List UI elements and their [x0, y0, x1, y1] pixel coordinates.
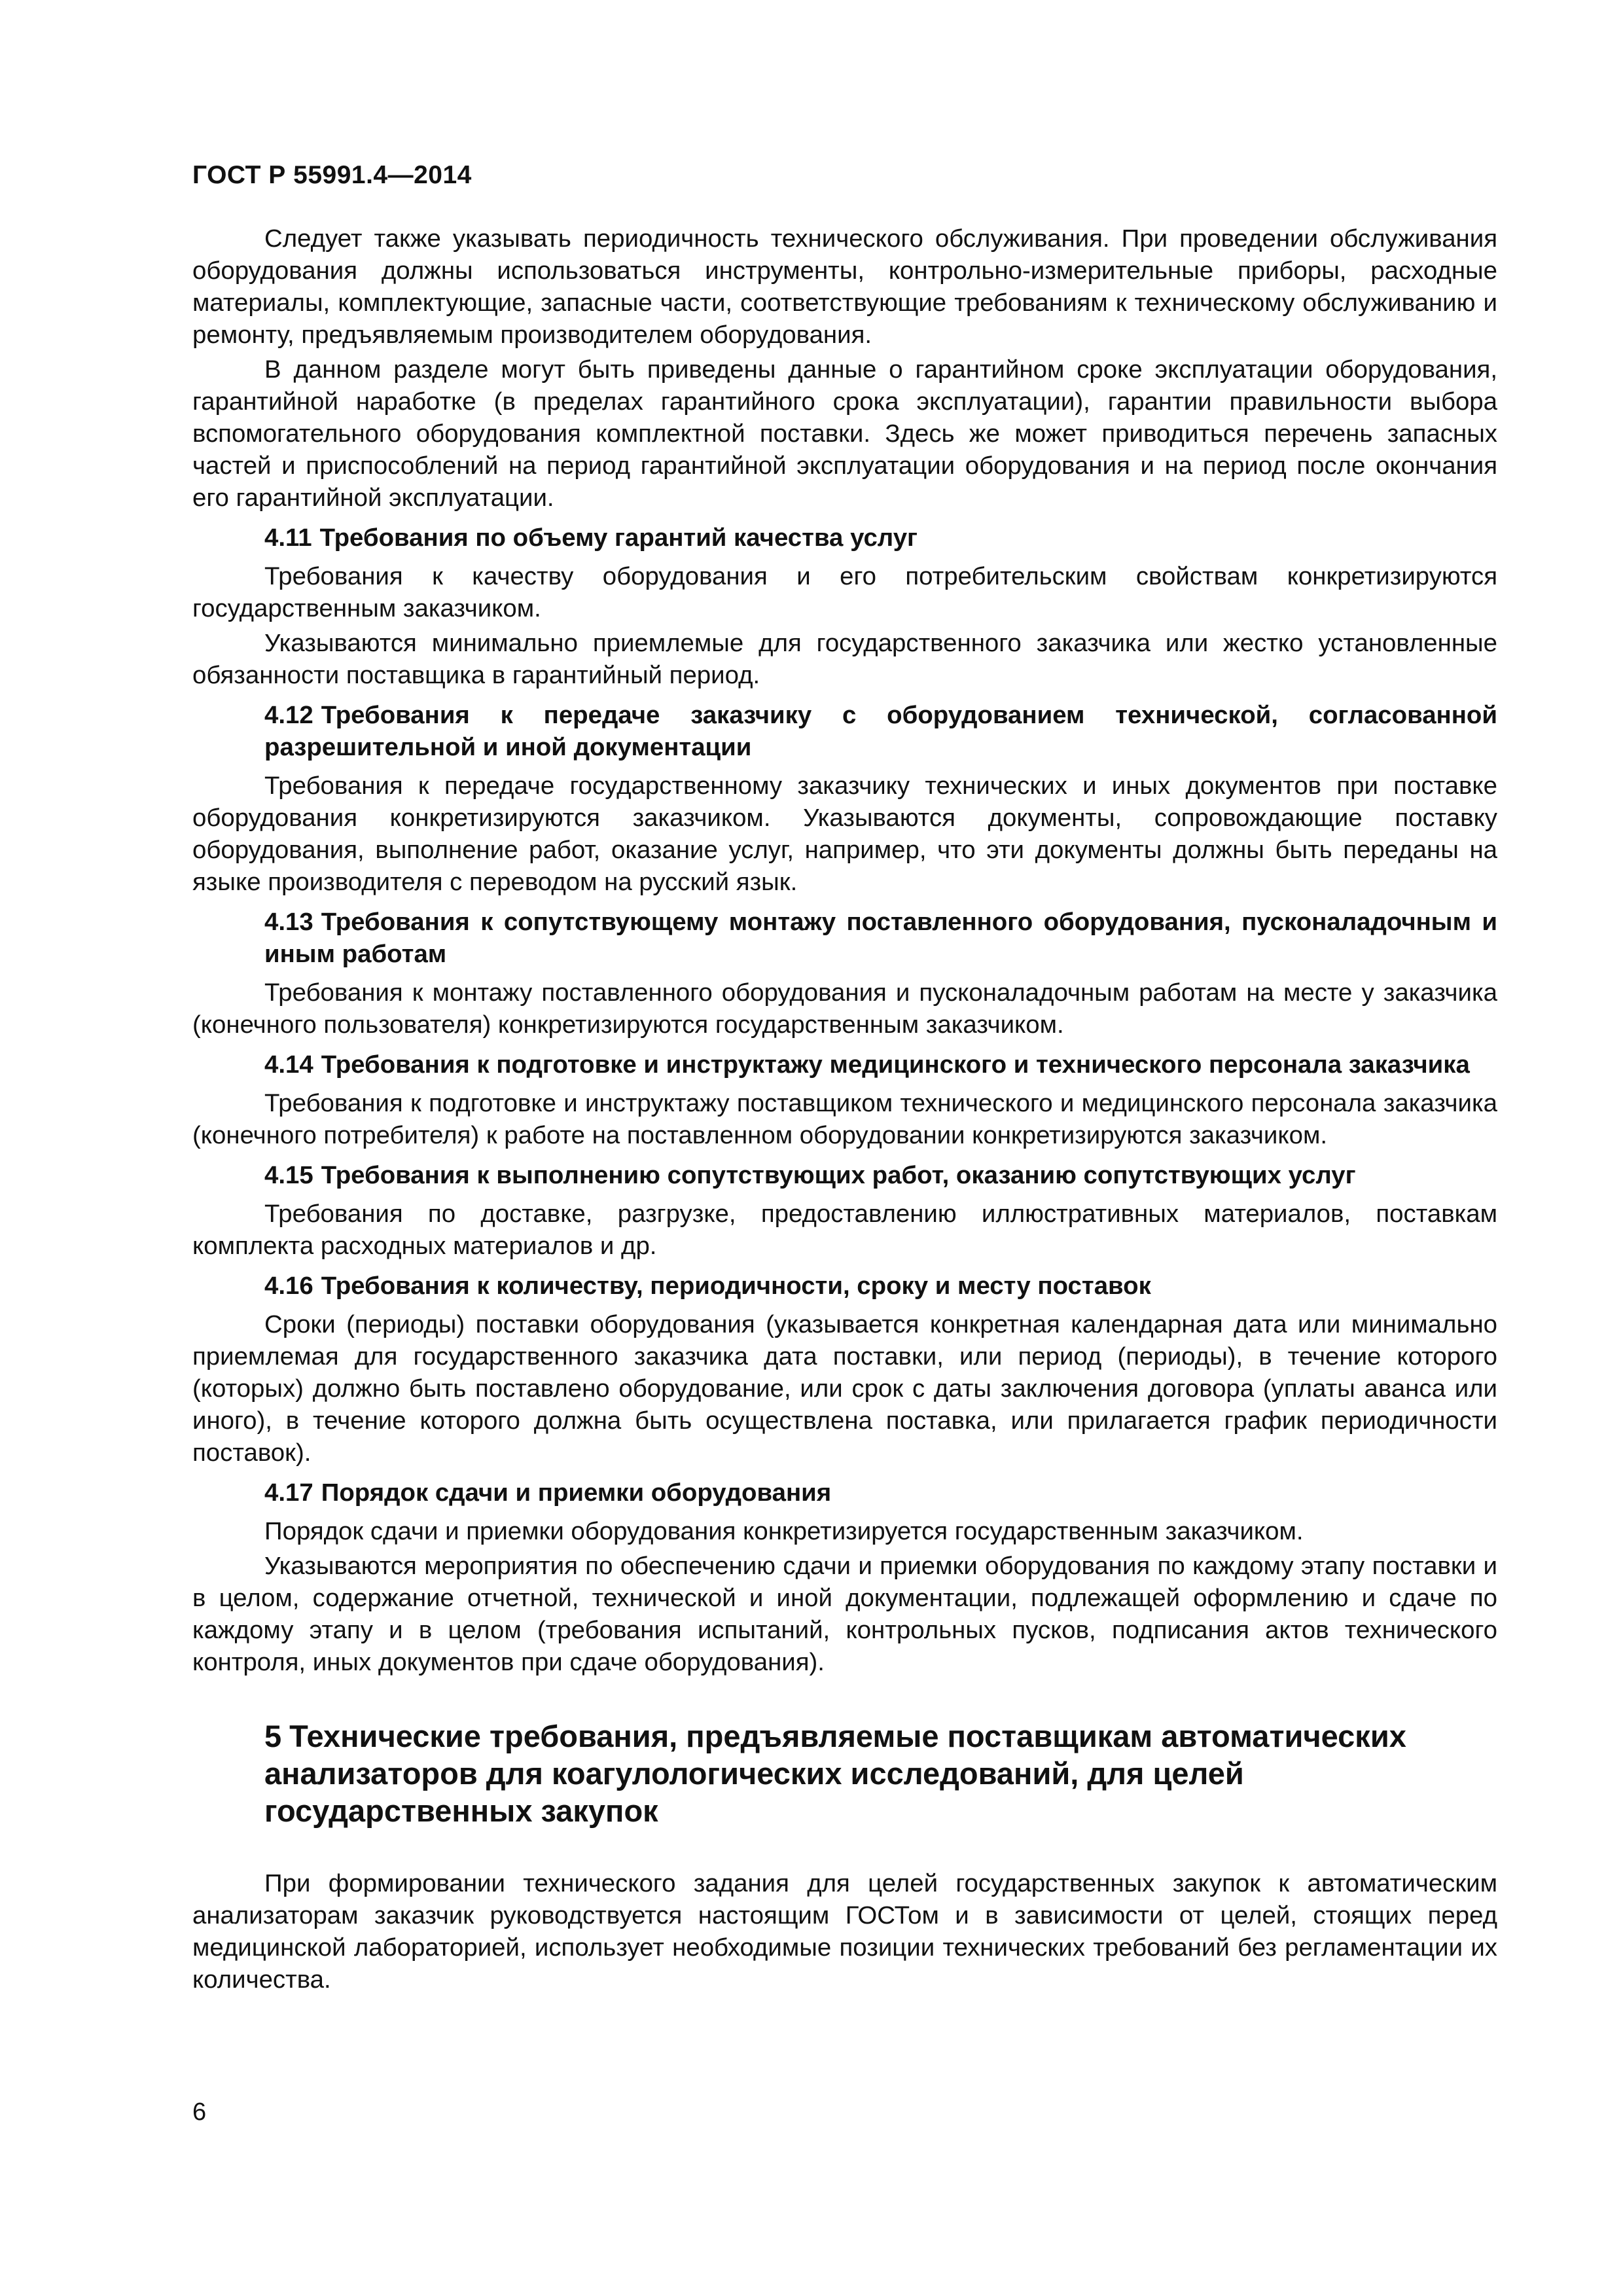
section-4-13-paragraph-1: Требования к монтажу поставленного оборудования и пусконаладочным работам на месте у заказчика (конечного пользователя) конкретизируются государственным заказчиком.	[192, 978, 1497, 1039]
section-4-11-paragraph-2: Указываются минимально приемлемые для государственного заказчика или жестко установленные обязанности поставщика в гарантийный период.	[192, 629, 1497, 689]
section-number: 4.11	[264, 524, 312, 552]
section-4-11-heading	[192, 522, 1497, 554]
section-title: Требования к сопутствующему монтажу поставленного оборудования, пусконаладочным и иным работам	[264, 908, 1497, 968]
running-header: ГОСТ Р 55991.4—2014	[192, 161, 472, 189]
section-4-17-heading	[192, 1477, 1497, 1509]
section-5-heading	[192, 1717, 1497, 1829]
section-4-14-heading	[192, 1049, 1497, 1081]
section-title: Требования по объему гарантий качества услуг	[319, 524, 918, 552]
intro-paragraph-1: Следует также указывать периодичность технического обслуживания. При проведении обслуживания оборудования должны использоваться инструменты, контрольно-измерительные приборы, расходные материалы, комплектующие, запасные части, соответствующие требованиям к техническому обслуживанию и ремонту, предъявляемым производителем оборудования.	[192, 224, 1497, 349]
section-title: Требования к передаче заказчику с оборудованием технической, согласованной разрешительной и иной документации	[264, 701, 1497, 761]
section-5-paragraph-1: При формировании технического задания для целей государственных закупок к автоматическим анализаторам заказчик руководствуется настоящим ГОСТом и в зависимости от целей, стоящих перед медицинской лабораторией, использует необходимые позиции технических требований без регламентации их количества.	[192, 1869, 1497, 1994]
section-title: Требования к подготовке и инструктажу медицинского и технического персонала заказчика	[321, 1050, 1470, 1079]
section-number: 4.13	[264, 908, 313, 936]
section-number: 4.16	[264, 1272, 313, 1300]
section-4-13-heading	[192, 906, 1497, 970]
page-number: 6	[192, 2098, 207, 2126]
section-4-17-paragraph-2: Указываются мероприятия по обеспечению сдачи и приемки оборудования по каждому этапу поставки и в целом, содержание отчетной, технической и иной документации, подлежащей оформлению и сдаче по каждому этапу и в целом (требования испытаний, контрольных пусков, подписания актов технического контроля, иных документов при сдаче оборудования).	[192, 1552, 1497, 1676]
section-title: Требования к количеству, периодичности, сроку и месту поставок	[321, 1272, 1151, 1300]
section-number: 4.12	[264, 701, 313, 729]
section-title: Порядок сдачи и приемки оборудования	[321, 1479, 832, 1507]
section-number: 4.17	[264, 1479, 313, 1507]
section-number: 5	[264, 1719, 282, 1753]
section-4-12-heading	[192, 699, 1497, 763]
section-4-11-paragraph-1: Требования к качеству оборудования и его потребительским свойствам конкретизируются государственным заказчиком.	[192, 562, 1497, 622]
section-4-16-heading	[192, 1270, 1497, 1302]
section-4-17-paragraph-1: Порядок сдачи и приемки оборудования конкретизируется государственным заказчиком.	[264, 1517, 1304, 1545]
section-4-15-paragraph-1: Требования по доставке, разгрузке, предоставлению иллюстративных материалов, поставкам комплекта расходных материалов и др.	[192, 1200, 1497, 1260]
section-4-16-paragraph-1: Сроки (периоды) поставки оборудования (указывается конкретная календарная дата или минимально приемлемая для государственного заказчика дата поставки, или период (периоды), в течение которого (которых) должно быть поставлено оборудование, или срок с даты заключения договора (уплаты аванса или иного), в течение которого должна быть осуществлена поставка, или прилагается график периодичности поставок).	[192, 1310, 1497, 1467]
section-number: 4.14	[264, 1050, 313, 1079]
intro-paragraph-2: В данном разделе могут быть приведены данные о гарантийном сроке эксплуатации оборудования, гарантийной наработке (в пределах гарантийного срока эксплуатации), гарантии правильности выбора вспомогательного оборудования комплектной поставки. Здесь же может приводиться перечень запасных частей и приспособлений на период гарантийной эксплуатации оборудования и на период после окончания его гарантийной эксплуатации.	[192, 355, 1497, 512]
section-4-12-paragraph-1: Требования к передаче государственному заказчику технических и иных документов при поставке оборудования конкретизируются заказчиком. Указываются документы, сопровождающие поставку оборудования, выполнение работ, оказание услуг, например, что эти документы должны быть переданы на языке производителя с переводом на русский язык.	[192, 772, 1497, 896]
section-number: 4.15	[264, 1161, 313, 1189]
section-4-15-heading	[192, 1159, 1497, 1191]
section-title: Требования к выполнению сопутствующих работ, оказанию сопутствующих услуг	[321, 1161, 1356, 1189]
page-content	[192, 223, 1497, 1998]
section-4-14-paragraph-1: Требования к подготовке и инструктажу поставщиком технического и медицинского персонала заказчика (конечного потребителя) к работе на поставленном оборудовании конкретизируются заказчиком.	[192, 1089, 1497, 1149]
section-title: Технические требования, предъявляемые поставщикам автоматических анализаторов для коагулологических исследований, для целей государственных закупок	[264, 1719, 1406, 1828]
